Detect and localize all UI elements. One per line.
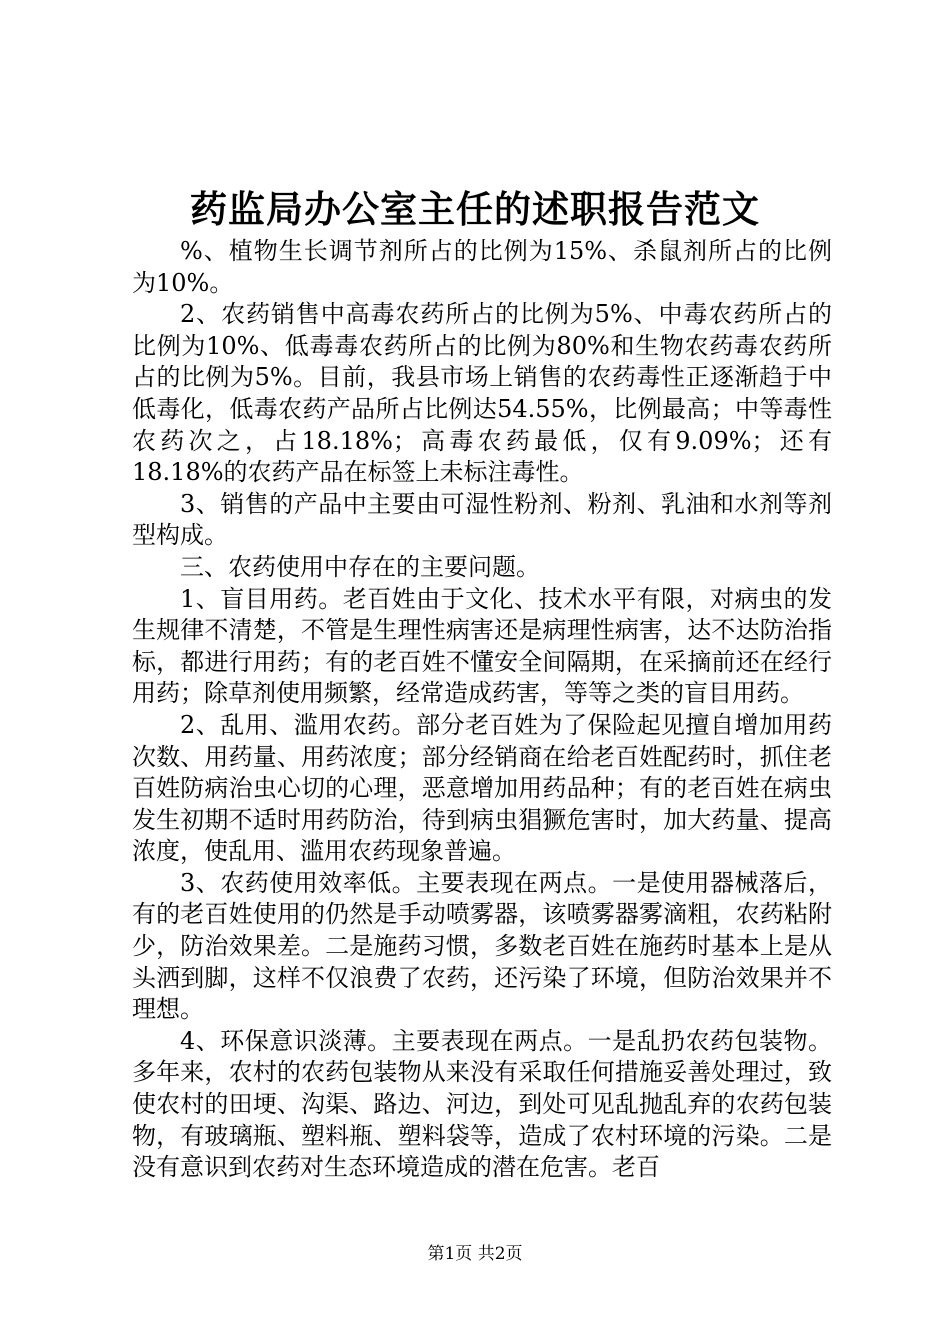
page-number-footer: 第1页 共2页: [427, 1244, 523, 1264]
paragraph: 1、盲目用药。老百姓由于文化、技术水平有限，对病虫的发生规律不清楚，不管是生理性病害还是病理性病害，达不达防治指标，都进行用药；有的老百姓不懂安全间隔期，在采摘前还在经行用药；除草剂使用频繁，经常造成药害，等等之类的盲目用药。: [132, 584, 832, 708]
paragraph: 2、乱用、滥用农药。部分老百姓为了保险起见擅自增加用药次数、用药量、用药浓度；部分经销商在给老百姓配药时，抓住老百姓防病治虫心切的心理，恶意增加用药品种；有的老百姓在病虫发生初期不适时用药防治，待到病虫猖獗危害时，加大药量、提高浓度，使乱用、滥用农药现象普遍。: [132, 710, 832, 866]
paragraph: 4、环保意识淡薄。主要表现在两点。一是乱扔农药包装物。多年来，农村的农药包装物从来没有采取任何措施妥善处理过，致使农村的田埂、沟渠、路边、河边，到处可见乱抛乱弃的农药包装物，有玻璃瓶、塑料瓶、塑料袋等，造成了农村环境的污染。二是没有意识到农药对生态环境造成的潜在危害。老百: [132, 1026, 832, 1182]
section-heading: 三、农药使用中存在的主要问题。: [180, 552, 540, 581]
paragraph: 2、农药销售中高毒农药所占的比例为5%、中毒农药所占的比例为10%、低毒毒农药所占的比例为80%和生物农药毒农药所占的比例为5%。目前，我县市场上销售的农药毒性正逐渐趋于中低毒化，低毒农药产品所占比例达54.55%，比例最高；中等毒性农药次之，占18.18%；高毒农药最低，仅有9.09%；还有18.18%的农药产品在标签上未标注毒性。: [132, 300, 832, 487]
paragraph: 3、销售的产品中主要由可湿性粉剂、粉剂、乳油和水剂等剂型构成。: [132, 489, 832, 550]
paragraph: 3、农药使用效率低。主要表现在两点。一是使用器械落后，有的老百姓使用的仍然是手动喷雾器，该喷雾器雾滴粗，农药粘附少，防治效果差。二是施药习惯，多数老百姓在施药时基本上是从头洒到脚，这样不仅浪费了农药，还污染了环境，但防治效果并不理想。: [132, 868, 832, 1024]
document-body: [132, 236, 832, 1184]
document-title: 药监局办公室主任的述职报告范文: [190, 188, 760, 231]
paragraph: %、植物生长调节剂所占的比例为15%、杀鼠剂所占的比例为10%。: [132, 237, 832, 297]
